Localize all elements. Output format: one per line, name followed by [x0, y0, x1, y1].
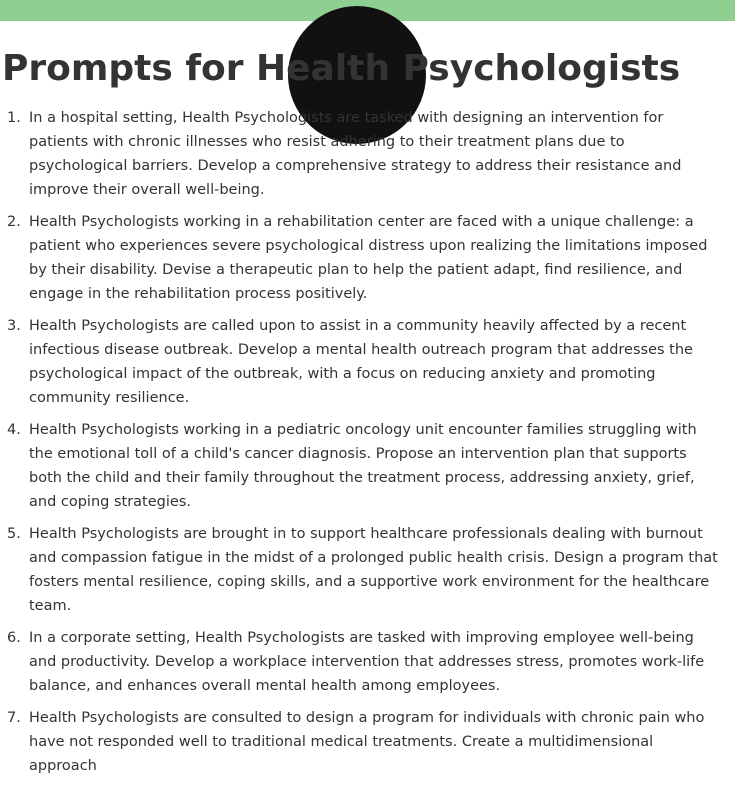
prompt-item-7 [7, 706, 719, 778]
prompt-text: In a corporate setting, Health Psychologists are tasked with improving employee well-being and productivity. Develop a workplace intervention that addresses stress, promotes work-life balance, and enhances overall mental health among employees. [29, 630, 705, 694]
prompt-text: Health Psychologists are called upon to assist in a community heavily affected by a recent infectious disease outbreak. Develop a mental health outreach program that addresses the psychological impact of the outbreak, with a focus on reducing anxiety and promoting community resilience. [29, 318, 693, 406]
prompt-item-4 [7, 418, 719, 514]
prompt-text: In a hospital setting, Health Psychologists are tasked with designing an intervention for patients with chronic illnesses who resist adhering to their treatment plans due to psychological barriers. Develop a comprehensive strategy to address their resistance and improve their overall well-being. [29, 110, 682, 198]
prompt-number: 7. [7, 710, 21, 726]
prompt-number: 5. [7, 526, 21, 542]
prompt-text: Health Psychologists are brought in to support healthcare professionals dealing with burnout and compassion fatigue in the midst of a prolonged public health crisis. Design a program that fosters mental resilience, coping skills, and a supportive work environment for the healthcare team. [29, 526, 718, 614]
prompt-item-3 [7, 314, 719, 410]
page-title: Prompts for Health Psychologists [2, 48, 681, 89]
prompt-text: Health Psychologists working in a rehabilitation center are faced with a unique challenge: a patient who experiences severe psychological distress upon realizing the limitations imposed by their disability. Devise a therapeutic plan to help the patient adapt, find resilience, and engage in the rehabilitation process positively. [29, 214, 708, 302]
prompt-number: 2. [7, 214, 21, 230]
prompt-text: Health Psychologists are consulted to design a program for individuals with chronic pain who have not responded well to traditional medical treatments. Create a multidimensional approach [29, 710, 705, 774]
prompt-list [7, 106, 719, 786]
prompt-item-6 [7, 626, 719, 698]
prompt-text: Health Psychologists working in a pediatric oncology unit encounter families struggling with the emotional toll of a child's cancer diagnosis. Propose an intervention plan that supports both the child and their family throughout the treatment process, addressing anxiety, grief, and coping strategies. [29, 422, 697, 510]
prompt-number: 1. [7, 110, 21, 126]
prompt-number: 6. [7, 630, 21, 646]
prompt-item-1 [7, 106, 719, 202]
prompt-number: 3. [7, 318, 21, 334]
prompt-item-5 [7, 522, 719, 618]
prompt-number: 4. [7, 422, 21, 438]
prompt-item-2 [7, 210, 719, 306]
header-banner [0, 0, 735, 21]
